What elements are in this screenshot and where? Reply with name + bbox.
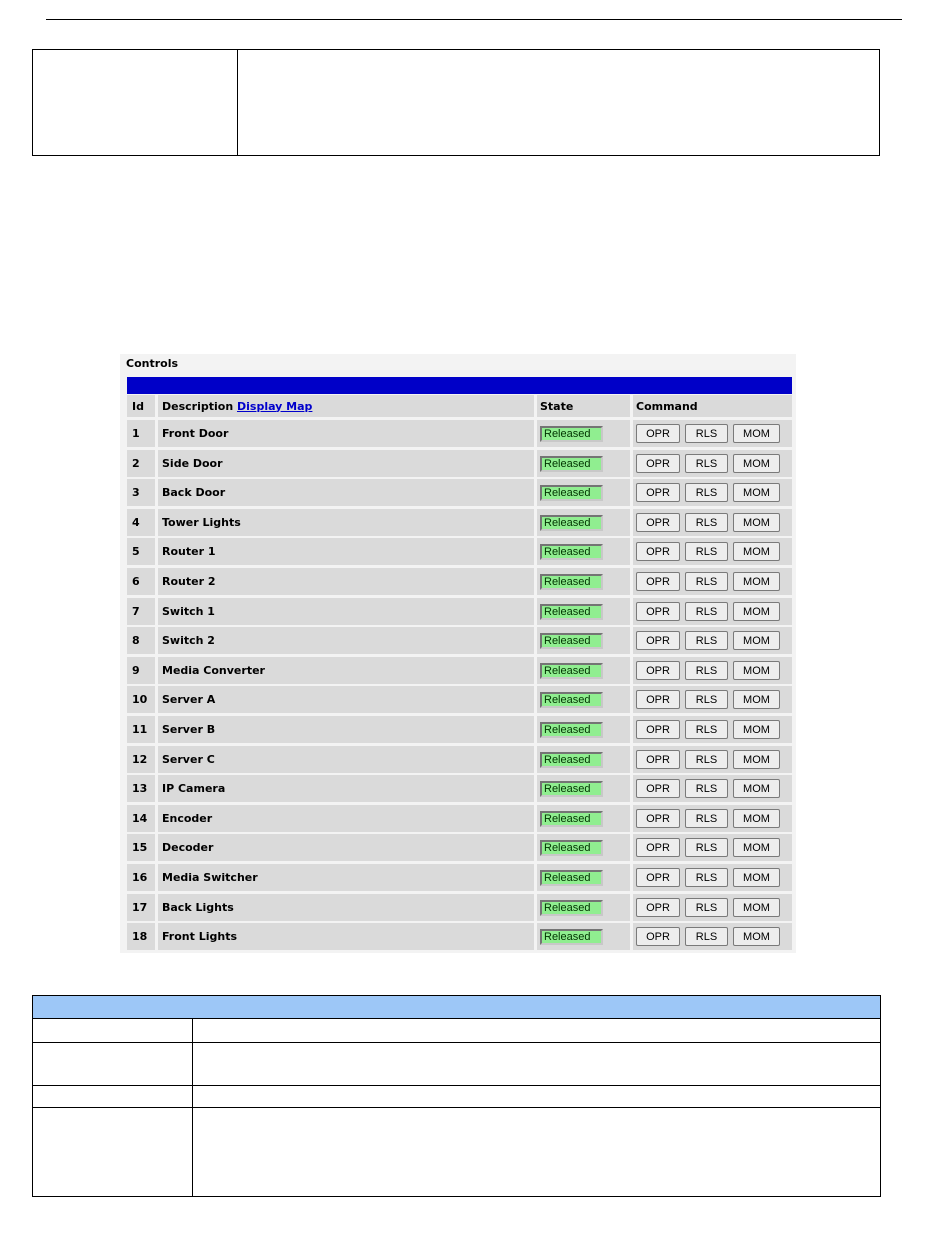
description-cell xyxy=(158,450,534,477)
control-description: Back Door xyxy=(162,486,226,499)
state-indicator: Released xyxy=(540,929,603,945)
rls-button[interactable]: RLS xyxy=(685,838,728,857)
description-cell xyxy=(158,864,534,891)
command-cell xyxy=(633,627,792,654)
rls-button[interactable]: RLS xyxy=(685,454,728,473)
control-row xyxy=(127,834,792,861)
command-cell xyxy=(633,686,792,713)
control-description: Tower Lights xyxy=(162,516,241,529)
state-cell xyxy=(537,864,630,891)
opr-button[interactable]: OPR xyxy=(636,661,680,680)
controls-header-bar xyxy=(127,377,792,394)
description-cell xyxy=(158,627,534,654)
control-row xyxy=(127,864,792,891)
control-description: Encoder xyxy=(162,812,213,825)
id-cell xyxy=(127,450,155,477)
rls-button[interactable]: RLS xyxy=(685,602,728,621)
control-id: 18 xyxy=(132,930,148,943)
command-header-cell xyxy=(633,395,792,417)
page-header-rule xyxy=(46,19,902,20)
mom-button[interactable]: MOM xyxy=(733,868,780,887)
mom-button[interactable]: MOM xyxy=(733,424,780,443)
rls-button[interactable]: RLS xyxy=(685,661,728,680)
controls-header-row xyxy=(127,395,792,422)
rls-button[interactable]: RLS xyxy=(685,513,728,532)
opr-button[interactable]: OPR xyxy=(636,750,680,769)
opr-button[interactable]: OPR xyxy=(636,927,680,946)
state-indicator: Released xyxy=(540,604,603,620)
description-cell xyxy=(158,923,534,950)
state-cell xyxy=(537,686,630,713)
mom-button[interactable]: MOM xyxy=(733,898,780,917)
id-cell xyxy=(127,509,155,536)
state-indicator: Released xyxy=(540,900,603,916)
mom-button[interactable]: MOM xyxy=(733,838,780,857)
description-cell xyxy=(158,834,534,861)
control-id: 7 xyxy=(132,605,140,618)
description-cell xyxy=(158,686,534,713)
bottom-table-row-line xyxy=(33,1107,880,1108)
mom-button[interactable]: MOM xyxy=(733,483,780,502)
mom-button[interactable]: MOM xyxy=(733,690,780,709)
rls-button[interactable]: RLS xyxy=(685,424,728,443)
state-cell xyxy=(537,923,630,950)
state-indicator: Released xyxy=(540,840,603,856)
state-cell xyxy=(537,450,630,477)
description-header: Description xyxy=(162,399,234,413)
rls-button[interactable]: RLS xyxy=(685,690,728,709)
opr-button[interactable]: OPR xyxy=(636,602,680,621)
command-cell xyxy=(633,538,792,565)
opr-button[interactable]: OPR xyxy=(636,483,680,502)
state-cell xyxy=(537,746,630,773)
state-indicator: Released xyxy=(540,722,603,738)
state-cell xyxy=(537,627,630,654)
state-cell xyxy=(537,894,630,921)
opr-button[interactable]: OPR xyxy=(636,898,680,917)
bottom-table-header xyxy=(33,996,880,1019)
description-cell xyxy=(158,598,534,625)
mom-button[interactable]: MOM xyxy=(733,927,780,946)
control-description: Switch 1 xyxy=(162,605,215,618)
control-description: Side Door xyxy=(162,457,223,470)
command-cell xyxy=(633,657,792,684)
control-row xyxy=(127,509,792,536)
control-id: 14 xyxy=(132,812,148,825)
control-id: 16 xyxy=(132,871,148,884)
command-cell xyxy=(633,420,792,447)
id-cell xyxy=(127,894,155,921)
command-cell xyxy=(633,479,792,506)
rls-button[interactable]: RLS xyxy=(685,542,728,561)
control-id: 10 xyxy=(132,693,148,706)
control-description: Server C xyxy=(162,753,215,766)
opr-button[interactable]: OPR xyxy=(636,779,680,798)
bottom-table-row-line xyxy=(33,1042,880,1043)
command-cell xyxy=(633,598,792,625)
state-cell xyxy=(537,834,630,861)
state-indicator: Released xyxy=(540,781,603,797)
control-description: Server A xyxy=(162,693,216,706)
control-description: Router 1 xyxy=(162,545,216,558)
description-header-cell xyxy=(158,395,534,417)
command-cell xyxy=(633,509,792,536)
control-row xyxy=(127,716,792,743)
command-cell xyxy=(633,923,792,950)
state-header: State xyxy=(540,399,574,413)
control-row xyxy=(127,420,792,447)
control-row xyxy=(127,627,792,654)
id-cell xyxy=(127,923,155,950)
control-row xyxy=(127,598,792,625)
command-header: Command xyxy=(636,399,698,413)
state-indicator: Released xyxy=(540,752,603,768)
opr-button[interactable]: OPR xyxy=(636,838,680,857)
id-cell xyxy=(127,657,155,684)
state-cell xyxy=(537,538,630,565)
command-cell xyxy=(633,834,792,861)
control-row xyxy=(127,479,792,506)
control-description: Front Lights xyxy=(162,930,238,943)
control-row xyxy=(127,746,792,773)
control-row xyxy=(127,775,792,802)
top-table-column-divider xyxy=(237,50,238,155)
description-cell xyxy=(158,479,534,506)
control-id: 11 xyxy=(132,723,148,736)
state-indicator: Released xyxy=(540,870,603,886)
description-cell xyxy=(158,568,534,595)
state-cell xyxy=(537,598,630,625)
opr-button[interactable]: OPR xyxy=(636,572,680,591)
mom-button[interactable]: MOM xyxy=(733,602,780,621)
control-id: 9 xyxy=(132,664,140,677)
id-cell xyxy=(127,716,155,743)
mom-button[interactable]: MOM xyxy=(733,513,780,532)
opr-button[interactable]: OPR xyxy=(636,720,680,739)
display-map-link[interactable]: Display Map xyxy=(237,399,313,413)
control-id: 5 xyxy=(132,545,140,558)
rls-button[interactable]: RLS xyxy=(685,927,728,946)
rls-button[interactable]: RLS xyxy=(685,779,728,798)
id-cell xyxy=(127,538,155,565)
state-indicator: Released xyxy=(540,811,603,827)
rls-button[interactable]: RLS xyxy=(685,750,728,769)
description-cell xyxy=(158,657,534,684)
mom-button[interactable]: MOM xyxy=(733,542,780,561)
control-row xyxy=(127,538,792,565)
description-cell xyxy=(158,509,534,536)
opr-button[interactable]: OPR xyxy=(636,542,680,561)
command-cell xyxy=(633,716,792,743)
state-header-cell xyxy=(537,395,630,417)
state-cell xyxy=(537,716,630,743)
bottom-table-row-line xyxy=(33,1085,880,1086)
control-row xyxy=(127,894,792,921)
control-id: 8 xyxy=(132,634,140,647)
control-description: IP Camera xyxy=(162,782,226,795)
top-table xyxy=(32,49,880,156)
id-cell xyxy=(127,627,155,654)
id-cell xyxy=(127,568,155,595)
command-cell xyxy=(633,746,792,773)
command-cell xyxy=(633,450,792,477)
rls-button[interactable]: RLS xyxy=(685,572,728,591)
controls-panel xyxy=(120,354,796,953)
opr-button[interactable]: OPR xyxy=(636,809,680,828)
opr-button[interactable]: OPR xyxy=(636,424,680,443)
control-row xyxy=(127,805,792,832)
state-indicator: Released xyxy=(540,485,603,501)
mom-button[interactable]: MOM xyxy=(733,720,780,739)
state-indicator: Released xyxy=(540,515,603,531)
id-cell xyxy=(127,686,155,713)
control-description: Media Converter xyxy=(162,664,265,677)
command-cell xyxy=(633,775,792,802)
opr-button[interactable]: OPR xyxy=(636,690,680,709)
opr-button[interactable]: OPR xyxy=(636,868,680,887)
id-cell xyxy=(127,805,155,832)
control-description: Decoder xyxy=(162,841,214,854)
state-cell xyxy=(537,568,630,595)
state-cell xyxy=(537,775,630,802)
bottom-table-column-divider xyxy=(192,1019,193,1196)
command-cell xyxy=(633,805,792,832)
id-cell xyxy=(127,746,155,773)
state-cell xyxy=(537,479,630,506)
state-cell xyxy=(537,509,630,536)
control-row xyxy=(127,568,792,595)
rls-button[interactable]: RLS xyxy=(685,483,728,502)
opr-button[interactable]: OPR xyxy=(636,454,680,473)
state-cell xyxy=(537,657,630,684)
opr-button[interactable]: OPR xyxy=(636,513,680,532)
panel-title: Controls xyxy=(126,357,179,370)
mom-button[interactable]: MOM xyxy=(733,750,780,769)
description-cell xyxy=(158,420,534,447)
control-id: 6 xyxy=(132,575,140,588)
mom-button[interactable]: MOM xyxy=(733,779,780,798)
state-cell xyxy=(537,420,630,447)
description-cell xyxy=(158,746,534,773)
state-cell xyxy=(537,805,630,832)
state-indicator: Released xyxy=(540,544,603,560)
control-description: Server B xyxy=(162,723,216,736)
id-header: Id xyxy=(132,399,144,413)
mom-button[interactable]: MOM xyxy=(733,572,780,591)
command-cell xyxy=(633,894,792,921)
id-cell xyxy=(127,775,155,802)
control-id: 17 xyxy=(132,901,148,914)
id-cell xyxy=(127,420,155,447)
control-id: 13 xyxy=(132,782,148,795)
description-cell xyxy=(158,716,534,743)
control-row xyxy=(127,686,792,713)
description-cell xyxy=(158,538,534,565)
id-cell xyxy=(127,864,155,891)
control-id: 15 xyxy=(132,841,148,854)
control-description: Front Door xyxy=(162,427,229,440)
mom-button[interactable]: MOM xyxy=(733,454,780,473)
rls-button[interactable]: RLS xyxy=(685,898,728,917)
mom-button[interactable]: MOM xyxy=(733,631,780,650)
command-cell xyxy=(633,568,792,595)
bottom-table xyxy=(32,995,881,1197)
control-id: 3 xyxy=(132,486,140,499)
state-indicator: Released xyxy=(540,633,603,649)
control-id: 1 xyxy=(132,427,140,440)
id-cell xyxy=(127,834,155,861)
control-description: Router 2 xyxy=(162,575,216,588)
control-description: Media Switcher xyxy=(162,871,258,884)
id-header-cell xyxy=(127,395,155,417)
control-description: Back Lights xyxy=(162,901,234,914)
opr-button[interactable]: OPR xyxy=(636,631,680,650)
rls-button[interactable]: RLS xyxy=(685,631,728,650)
state-indicator: Released xyxy=(540,663,603,679)
control-row xyxy=(127,450,792,477)
id-cell xyxy=(127,598,155,625)
state-indicator: Released xyxy=(540,574,603,590)
command-cell xyxy=(633,864,792,891)
description-cell xyxy=(158,775,534,802)
control-id: 4 xyxy=(132,516,140,529)
rls-button[interactable]: RLS xyxy=(685,720,728,739)
state-indicator: Released xyxy=(540,692,603,708)
mom-button[interactable]: MOM xyxy=(733,661,780,680)
rls-button[interactable]: RLS xyxy=(685,809,728,828)
control-description: Switch 2 xyxy=(162,634,215,647)
description-cell xyxy=(158,805,534,832)
rls-button[interactable]: RLS xyxy=(685,868,728,887)
state-indicator: Released xyxy=(540,426,603,442)
control-id: 12 xyxy=(132,753,148,766)
control-row xyxy=(127,657,792,684)
control-id: 2 xyxy=(132,457,140,470)
mom-button[interactable]: MOM xyxy=(733,809,780,828)
state-indicator: Released xyxy=(540,456,603,472)
id-cell xyxy=(127,479,155,506)
description-cell xyxy=(158,894,534,921)
control-row xyxy=(127,923,792,950)
